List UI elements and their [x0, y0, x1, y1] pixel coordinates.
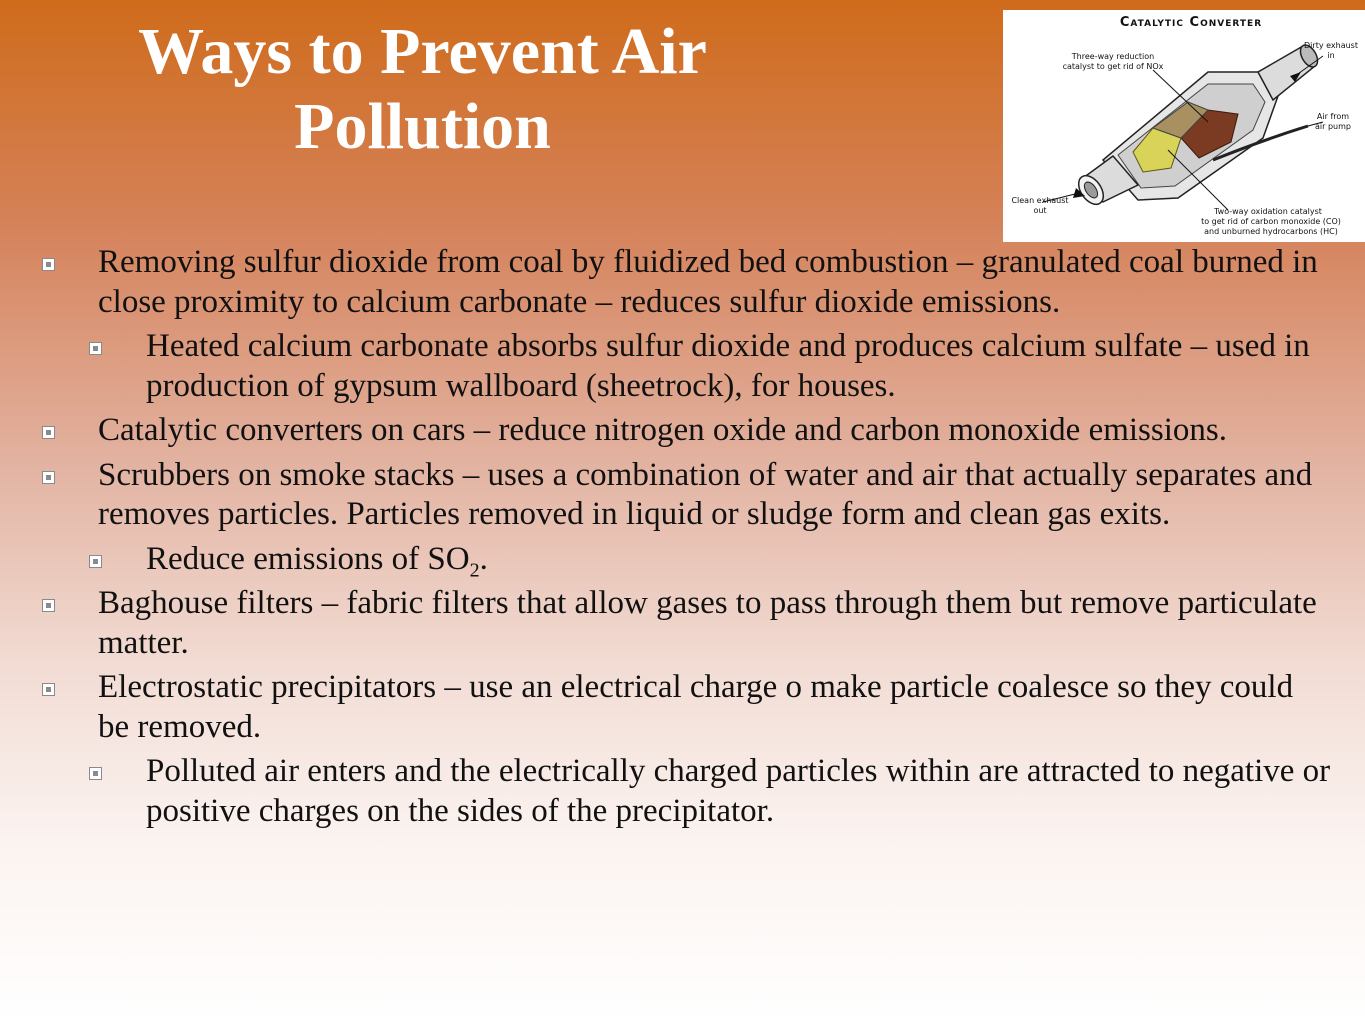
bullet-list — [0, 243, 1365, 831]
label-three-way-line-1: Three-way reduction — [1071, 52, 1155, 61]
catalytic-converter-diagram — [1003, 10, 1365, 242]
bullet-text: Baghouse filters – fabric filters that allow gases to pass through them but remove particulate matter. — [98, 585, 1317, 661]
label-dirty-exhaust-line-2: in — [1327, 51, 1335, 60]
slide-title-line-1: Ways to Prevent Air — [138, 15, 707, 88]
bullet-baghouse-filters — [0, 584, 1325, 663]
so2-text: Reduce emissions of SO — [146, 540, 470, 577]
so2-subscript: 2 — [469, 559, 480, 582]
label-air-pump-line-1: Air from — [1316, 112, 1350, 121]
so2-period: . — [479, 540, 488, 577]
bullet-text: Polluted air enters and the electrically charged particles within are attracted to negative or positive charges on the sides of the precipitator. — [146, 753, 1331, 829]
label-three-way-line-2: catalyst to get rid of NOx — [1062, 62, 1164, 71]
bullet-marker-icon — [89, 767, 102, 780]
bullet-marker-icon — [42, 426, 55, 439]
bullet-marker-icon — [42, 599, 55, 612]
label-two-way-line-3: and unburned hydrocarbons (HC) — [1204, 227, 1338, 236]
slide-title — [95, 14, 750, 164]
bullet-marker-icon — [42, 683, 55, 696]
label-clean-exhaust-line-2: out — [1033, 206, 1047, 215]
bullet-text — [146, 540, 1335, 580]
bullet-marker-icon — [42, 258, 55, 271]
label-two-way-line-1: Two-way oxidation catalyst — [1214, 207, 1322, 216]
bullet-marker-icon — [89, 555, 102, 568]
label-dirty-exhaust-line-1: Dirty exhaust — [1304, 41, 1358, 50]
bullet-electrostatic-precipitators — [0, 668, 1325, 747]
bullet-marker-icon — [42, 471, 55, 484]
label-two-way-line-2: to get rid of carbon monoxide (CO) — [1201, 217, 1341, 226]
bullet-text: Electrostatic precipitators – use an electrical charge o make particle coalesce so they could be removed. — [98, 669, 1294, 745]
label-clean-exhaust-line-1: Clean exhaust — [1011, 196, 1069, 205]
sub-bullet-calcium-carbonate — [0, 327, 1335, 406]
bullet-marker-icon — [89, 342, 102, 355]
diagram-heading: Catalytic Converter — [1119, 15, 1263, 30]
bullet-text: Heated calcium carbonate absorbs sulfur dioxide and produces calcium sulfate – used in production of gypsum wallboard (sheetrock), for houses. — [146, 328, 1310, 404]
catalytic-converter-illustration — [1003, 10, 1365, 242]
bullet-text: Catalytic converters on cars – reduce nitrogen oxide and carbon monoxide emissions. — [98, 412, 1227, 448]
sub-bullet-polluted-air — [0, 752, 1335, 831]
bullet-scrubbers — [0, 456, 1325, 535]
sub-bullet-reduce-so2 — [0, 540, 1335, 580]
bullet-fluidized-bed — [0, 243, 1325, 322]
label-air-pump-line-2: air pump — [1315, 122, 1351, 131]
bullet-catalytic-converters — [0, 411, 1325, 451]
bullet-text: Removing sulfur dioxide from coal by fluidized bed combustion – granulated coal burned in close proximity to calcium carbonate – reduces sulfur dioxide emissions. — [98, 244, 1318, 320]
bullet-text: Scrubbers on smoke stacks – uses a combination of water and air that actually separates and removes particles. Particles removed in liquid or sludge form and clean gas exits. — [98, 456, 1313, 532]
slide-title-line-2: Pollution — [294, 90, 551, 163]
